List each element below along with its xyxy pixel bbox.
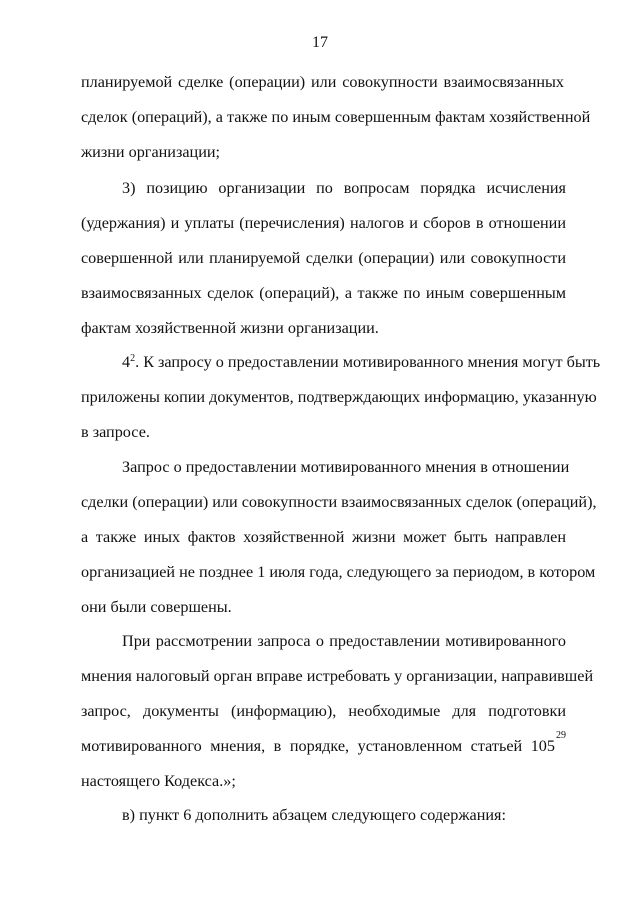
paragraph-5-line-2: мнения налоговый орган вправе истребовать у организации, направившей (81, 667, 594, 685)
paragraph-3-line-3: в запросе. (81, 423, 150, 441)
paragraph-1-line-1: планируемой сделке (операции) или совокупности взаимосвязанных (81, 73, 564, 91)
paragraph-4-line-2: сделки (операции) или совокупности взаимосвязанных сделок (операций), (81, 493, 597, 511)
item-number: 4 (122, 353, 131, 371)
paragraph-2-line-1: 3) позицию организации по вопросам порядка исчисления (122, 179, 566, 197)
paragraph-4-line-4: организацией не позднее 1 июля года, следующего за периодом, в котором (81, 563, 596, 581)
item-superscript: 2 (130, 353, 136, 364)
paragraph-1-line-3: жизни организации; (81, 143, 221, 161)
paragraph-3-line-1 (122, 352, 600, 372)
paragraph-2-line-2: (удержания) и уплаты (перечисления) налогов и сборов в отношении (81, 214, 566, 232)
paragraph-1-line-2: сделок (операций), а также по иным совершенным фактам хозяйственной (81, 108, 591, 126)
paragraph-3-line-1-text: . К запросу о предоставлении мотивированного мнения могут быть (135, 353, 601, 371)
paragraph-2-line-5: фактам хозяйственной жизни организации. (81, 319, 379, 337)
paragraph-2-line-4: взаимосвязанных сделок (операций), а также по иным совершенным (81, 284, 566, 302)
paragraph-5-line-4 (81, 730, 566, 756)
paragraph-2-line-3: совершенной или планируемой сделки (операции) или совокупности (81, 249, 566, 267)
paragraph-5-line-5: настоящего Кодекса.»; (81, 772, 236, 790)
paragraph-4-line-5: они были совершены. (81, 598, 232, 616)
paragraph-5-line-3: запрос, документы (информацию), необходимые для подготовки (81, 702, 566, 720)
paragraph-3-line-2: приложены копии документов, подтверждающих информацию, указанную (81, 388, 597, 406)
paragraph-5-line-4-text: мотивированного мнения, в порядке, установленном статьей 105 (81, 737, 555, 755)
paragraph-4-line-3: а также иных фактов хозяйственной жизни может быть направлен (81, 528, 566, 546)
page-number: 17 (312, 34, 328, 51)
article-superscript: 29 (556, 730, 566, 741)
paragraph-6-line-1: в) пункт 6 дополнить абзацем следующего содержания: (122, 806, 506, 824)
paragraph-5-line-1: При рассмотрении запроса о предоставлении мотивированного (122, 632, 566, 650)
paragraph-4-line-1: Запрос о предоставлении мотивированного мнения в отношении (122, 458, 570, 476)
